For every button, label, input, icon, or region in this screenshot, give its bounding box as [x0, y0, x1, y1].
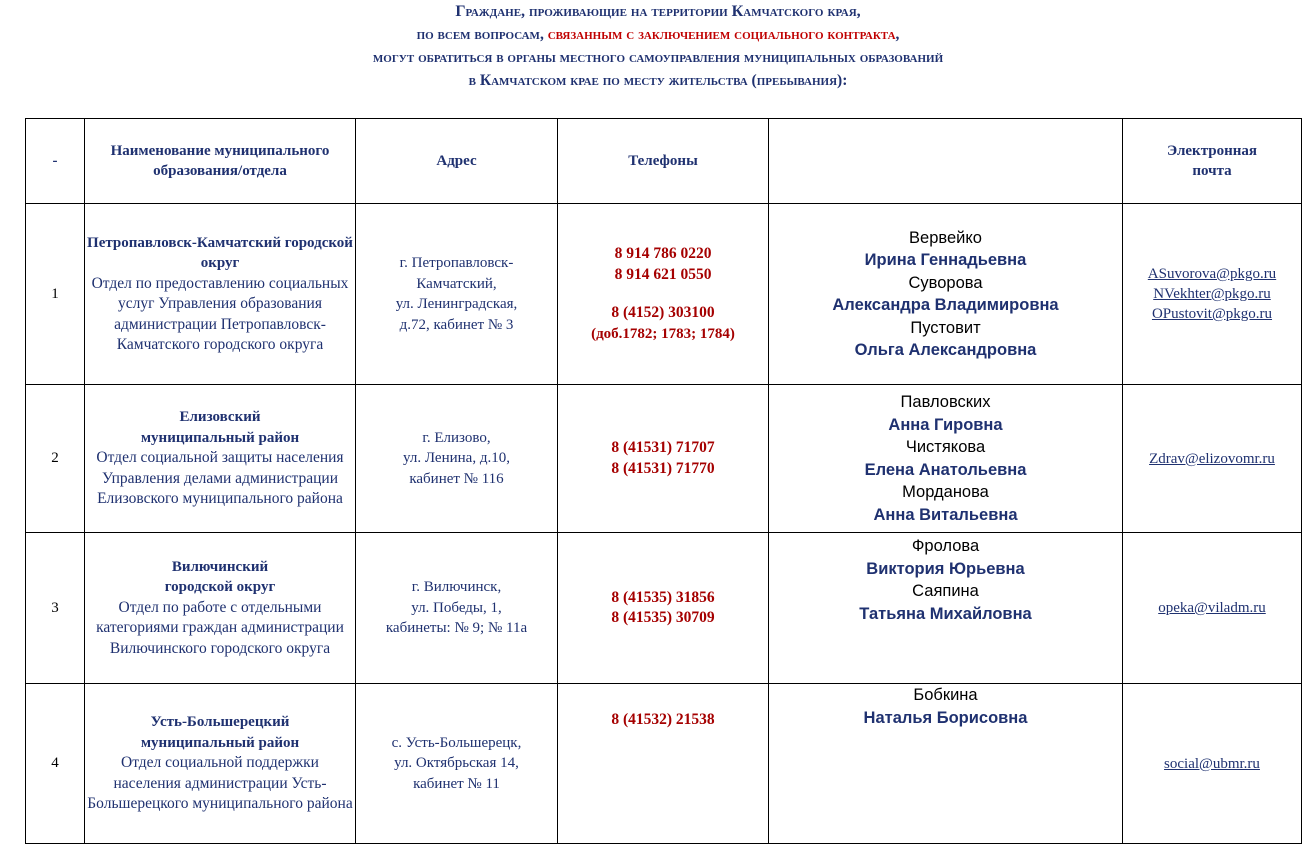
header-line-2-prefix: по всем вопросам, [416, 26, 548, 43]
contact-name: Наталья Борисовна [863, 708, 1028, 727]
header-line-4: в Камчатском крае по месту жительства (пребывания): [468, 72, 848, 89]
email-cell [1123, 533, 1302, 684]
org-cell [85, 204, 356, 385]
contacts-cell [769, 533, 1123, 684]
address-line: кабинет № 116 [409, 470, 504, 487]
contact-surname: Павловских [900, 393, 991, 411]
email-link[interactable]: NVekhter@pkgo.ru [1153, 286, 1271, 302]
header-line-3: могут обратиться в органы местного самоуправления муниципальных образований [372, 49, 944, 66]
header-line-1: Граждане, проживающие на территории Камчатского края, [455, 3, 861, 20]
table-row [26, 533, 1302, 684]
contacts-cell [769, 204, 1123, 385]
address-line: г. Елизово, [422, 429, 491, 446]
address-line: кабинеты: № 9; № 11а [385, 620, 528, 637]
address-cell [356, 204, 558, 385]
org-title: Петропавловск-Камчатский городской округ [87, 234, 353, 271]
row-num: 4 [26, 684, 85, 844]
contact-surname: Фролова [911, 537, 980, 555]
header-line-2 [0, 23, 1316, 46]
phone-number: 8 (41531) 71770 [611, 459, 715, 477]
email-cell [1123, 385, 1302, 533]
contact-surname: Бобкина [913, 686, 978, 704]
org-desc: Отдел социальной защиты населения Управления делами администрации Елизовского муниципального района [96, 449, 344, 508]
contact-name: Ирина Геннадьевна [864, 251, 1027, 269]
address-line: кабинет № 11 [413, 775, 500, 792]
contact-surname: Пустовит [910, 318, 981, 337]
contact-surname: Чистякова [905, 438, 986, 456]
header-email [1123, 119, 1302, 204]
phones-cell [558, 385, 769, 533]
header-address: Адрес [356, 119, 558, 204]
contact-name: Елена Анатольевна [864, 460, 1027, 479]
org-desc: Отдел по работе с отдельными категориями граждан администрации Вилючинского городского округа [96, 598, 344, 657]
contacts-cell [769, 684, 1123, 844]
org-desc: Отдел социальной поддержки населения администрации Усть-Большерецкого муниципального района [87, 754, 353, 813]
address-cell [356, 385, 558, 533]
table-header-row [26, 119, 1302, 204]
table-row [26, 385, 1302, 533]
header-line-2-suffix: , [895, 26, 900, 43]
header-num: - [26, 119, 85, 204]
address-line: г. Вилючинск, [411, 579, 502, 596]
address-line: с. Усть-Большерецк, [391, 734, 522, 751]
header-phones: Телефоны [558, 119, 769, 204]
phone-number: 8 (41531) 71707 [611, 439, 715, 456]
email-cell [1123, 204, 1302, 385]
address-cell [356, 533, 558, 684]
table-row [26, 684, 1302, 844]
contact-name: Анна Гировна [888, 415, 1003, 434]
header-email-label: Электронная почта [1167, 142, 1257, 179]
contact-name: Александра Владимировна [832, 296, 1059, 314]
phone-number: 8 914 786 0220 [614, 245, 712, 262]
phone-number: 8 (41535) 31856 [611, 588, 715, 606]
org-cell [85, 533, 356, 684]
org-cell [85, 684, 356, 844]
contact-surname: Вервейко [909, 228, 982, 247]
contact-surname: Саяпина [912, 582, 979, 600]
row-num: 2 [26, 385, 85, 533]
phone-extension: (доб.1782; 1783; 1784) [591, 325, 735, 342]
org-title: Вилючинский городской округ [164, 558, 276, 596]
org-title: Елизовский муниципальный район [140, 409, 300, 446]
header-line-2-highlight: связанным с заключением социального контракта [547, 26, 896, 43]
phones-cell [558, 684, 769, 844]
row-num: 1 [26, 204, 85, 385]
email-cell [1123, 684, 1302, 844]
phones-cell [558, 533, 769, 684]
address-line: д.72, кабинет № 3 [399, 316, 514, 333]
email-link[interactable]: OPustovit@pkgo.ru [1151, 306, 1273, 322]
contact-name: Анна Витальевна [873, 505, 1018, 524]
org-cell [85, 385, 356, 533]
contact-name: Ольга Александровна [854, 341, 1037, 359]
org-title: Усть-Большерецкий муниципальный район [140, 714, 300, 751]
page-header [0, 0, 1316, 92]
row-num: 3 [26, 533, 85, 684]
email-link[interactable]: social@ubmr.ru [1164, 755, 1260, 772]
contacts-cell [769, 385, 1123, 533]
header-org: Наименование муниципального образования/отдела [85, 119, 356, 204]
phone-number: 8 (41535) 30709 [611, 609, 715, 626]
address-line: г. Петропавловск-Камчатский, [399, 255, 514, 292]
contact-surname: Морданова [902, 483, 989, 501]
phone-number: 8 914 621 0550 [614, 265, 712, 283]
address-cell [356, 684, 558, 844]
address-line: ул. Победы, 1, [411, 599, 502, 616]
contact-name: Виктория Юрьевна [866, 559, 1025, 578]
table-row [26, 204, 1302, 385]
address-line: ул. Ленинградская, [395, 296, 518, 312]
address-line: ул. Ленина, д.10, [403, 450, 510, 467]
contact-surname: Суворова [908, 273, 983, 292]
contacts-table [25, 118, 1302, 844]
header-contacts [769, 119, 1123, 204]
phone-number: 8 (41532) 21538 [611, 711, 715, 728]
phones-cell [558, 204, 769, 385]
email-link[interactable]: Zdrav@elizovomr.ru [1149, 450, 1275, 467]
contact-name: Татьяна Михайловна [859, 604, 1032, 623]
address-line: ул. Октябрьская 14, [394, 755, 519, 772]
org-desc: Отдел по предоставлению социальных услуг Управления образования администрации Петропавловск-Камчатского городского округа [91, 274, 349, 353]
phone-number: 8 (4152) 303100 [611, 304, 715, 321]
email-link[interactable]: ASuvorova@pkgo.ru [1147, 266, 1277, 282]
email-link[interactable]: opeka@viladm.ru [1158, 600, 1266, 616]
